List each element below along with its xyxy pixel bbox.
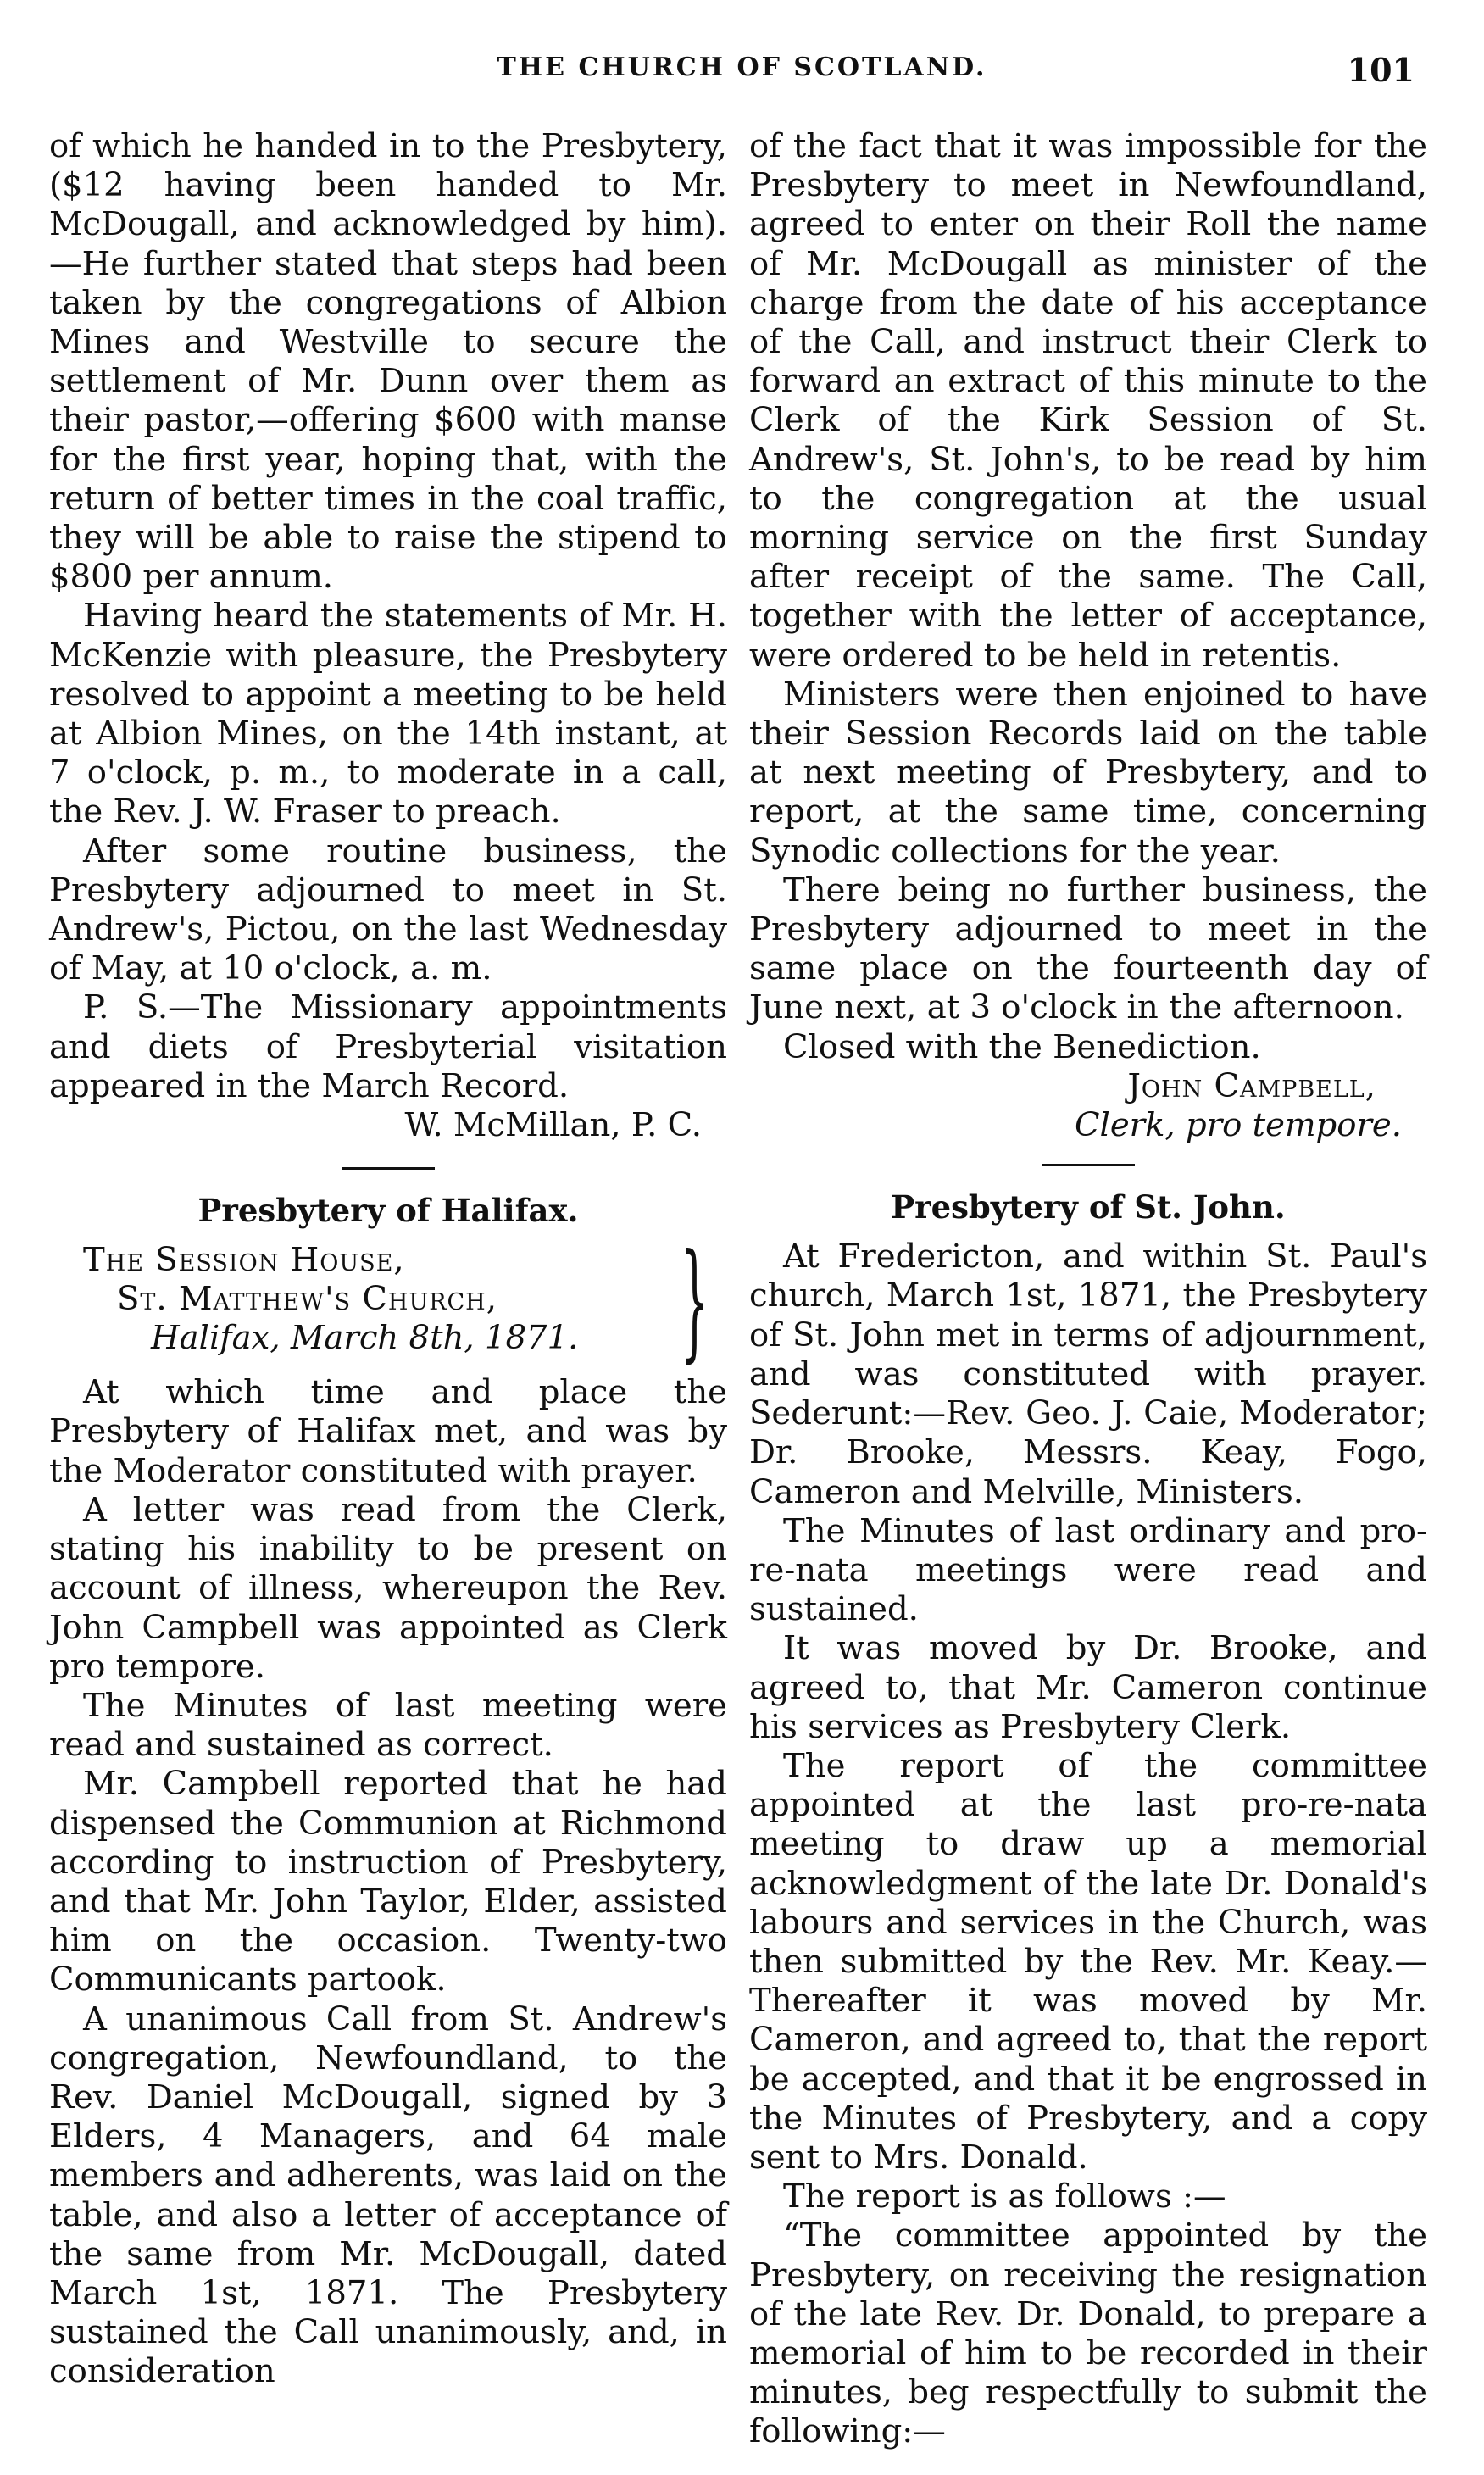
signature-mcmillan: W. McMillan, P. C. <box>404 1106 702 1145</box>
body-paragraph: “The committee appointed by the Presbytery, on receiving the resignation of the late Rev. Dr. Donald, to prepare a memorial of him to be recorded in their minutes, beg respectfully to submit the following:— <box>749 2216 1427 2451</box>
running-title: THE CHURCH OF SCOTLAND. <box>497 53 987 82</box>
body-paragraph: The report of the committee appointed at the last pro-re-nata meeting to draw up a memorial acknowledgment of the late Dr. Donald's labours and services in the Church, was then submitted by the Rev. Mr. Keay.—Thereafter it was moved by Mr. Cameron, and agreed to, that the report be accepted, and that it be engrossed in the Minutes of Presbytery, and a copy sent to Mrs. Donald. <box>749 1746 1427 2177</box>
signature-campbell-name: John Campbell, <box>1127 1066 1376 1105</box>
dateline-church: St. Matthew's Church, <box>117 1280 497 1319</box>
signature-campbell-title: Clerk, pro tempore. <box>1074 1106 1402 1145</box>
section-divider <box>342 1167 435 1170</box>
body-paragraph: At which time and place the Presbytery of Halifax met, and was by the Moderator constituted with prayer. <box>49 1373 727 1490</box>
body-paragraph: It was moved by Dr. Brooke, and agreed to, that Mr. Cameron continue his services as Presbytery Clerk. <box>749 1629 1427 1746</box>
dateline-session-house: The Session House, <box>83 1241 405 1280</box>
body-paragraph: Mr. Campbell reported that he had dispensed the Communion at Richmond according to instruction of Presbytery, and that Mr. John Taylor, Elder, assisted him on the occasion. Twenty-two Communicants partook. <box>49 1765 727 1999</box>
left-column <box>49 127 727 2392</box>
body-paragraph: After some routine business, the Presbytery adjourned to meet in St. Andrew's, Pictou, on the last Wednesday of May, at 10 o'clock, a. m. <box>49 831 727 988</box>
right-column <box>749 127 1427 2452</box>
section-divider <box>1042 1164 1135 1166</box>
body-paragraph: The Minutes of last meeting were read and sustained as correct. <box>49 1686 727 1765</box>
body-paragraph: Ministers were then enjoined to have their Session Records laid on the table at next meeting of Presbytery, and to report, at the same time, concerning Synodic collections for the year. <box>749 675 1427 870</box>
body-paragraph: At Fredericton, and within St. Paul's church, March 1st, 1871, the Presbytery of St. John met in terms of adjournment, and was constituted with prayer. Sederunt:—Rev. Geo. J. Caie, Moderator; Dr. Brooke, Messrs. Keay, Fogo, Cameron and Melville, Ministers. <box>749 1238 1427 1511</box>
body-paragraph: Having heard the statements of Mr. H. McKenzie with pleasure, the Presbytery resolved to appoint a meeting to be held at Albion Mines, on the 14th instant, at 7 o'clock, p. m., to moderate in a call, the Rev. J. W. Fraser to preach. <box>49 597 727 831</box>
section-heading-st-john: Presbytery of St. John. <box>891 1188 1286 1226</box>
body-paragraph: The report is as follows :— <box>783 2177 1226 2216</box>
body-paragraph: P. S.—The Missionary appointments and diets of Presbyterial visitation appeared in the March Record. <box>49 988 727 1105</box>
body-paragraph: of which he handed in to the Presbytery, ($12 having been handed to Mr. McDougall, and acknowledged by him).—He further stated that steps had been taken by the congregations of Albion Mines and Westville to secure the settlement of Mr. Dunn over them as their pastor,—offering $600 with manse for the first year, hoping that, with the return of better times in the coal traffic, they will be able to raise the stipend to $800 per annum. <box>49 127 727 597</box>
running-head <box>51 53 1433 103</box>
body-paragraph: Closed with the Benediction. <box>783 1027 1261 1066</box>
body-paragraph: A unanimous Call from St. Andrew's congregation, Newfoundland, to the Rev. Daniel McDougall, signed by 3 Elders, 4 Managers, and 64 male members and adherents, was laid on the table, and also a letter of acceptance of the same from Mr. McDougall, dated March 1st, 1871. The Presbytery sustained the Call unanimously, and, in consideration <box>49 1999 727 2391</box>
brace-icon: } <box>681 1227 709 1376</box>
body-paragraph: There being no further business, the Presbytery adjourned to meet in the same place on the fourteenth day of June next, at 3 o'clock in the afternoon. <box>749 870 1427 1027</box>
dateline-block <box>49 1227 727 1376</box>
body-paragraph: The Minutes of last ordinary and pro-re-nata meetings were read and sustained. <box>749 1511 1427 1629</box>
body-paragraph: of the fact that it was impossible for the Presbytery to meet in Newfoundland, agreed to enter on their Roll the name of Mr. McDougall as minister of the charge from the date of his acceptance of the Call, and instruct their Clerk to forward an extract of this minute to the Clerk of the Kirk Session of St. Andrew's, St. John's, to be read by him to the congregation at the usual morning service on the first Sunday after receipt of the same. The Call, together with the letter of acceptance, were ordered to be held in retentis. <box>749 127 1427 675</box>
body-paragraph: A letter was read from the Clerk, stating his inability to be present on account of illness, whereupon the Rev. John Campbell was appointed as Clerk pro tempore. <box>49 1490 727 1686</box>
page-number: 101 <box>1347 51 1415 89</box>
section-heading-halifax: Presbytery of Halifax. <box>197 1192 579 1230</box>
dateline-date: Halifax, March 8th, 1871. <box>151 1319 579 1358</box>
